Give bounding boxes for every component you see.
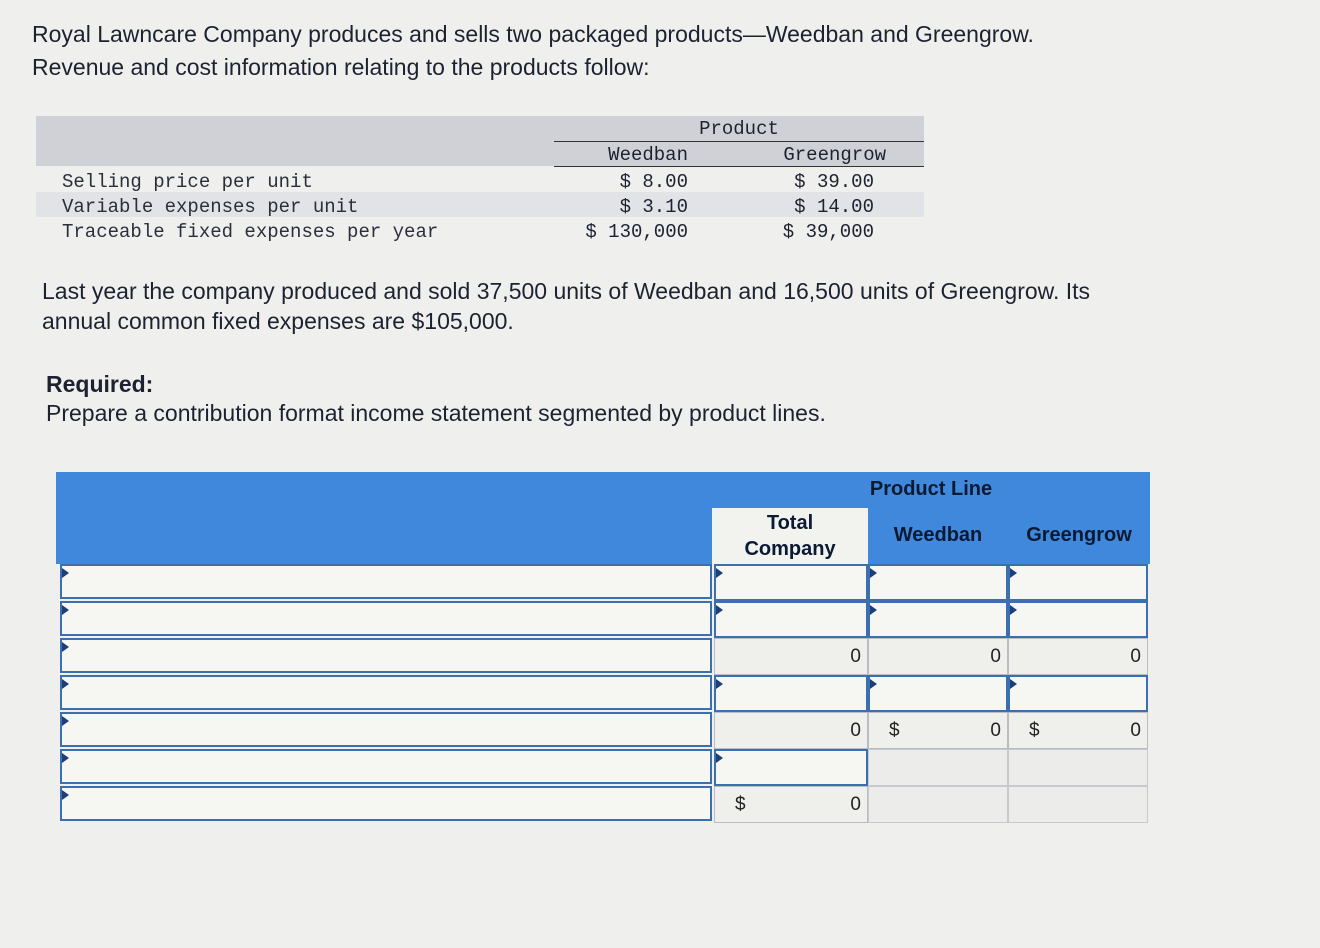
- greengrow-empty-cell: [1008, 749, 1148, 786]
- scenario-line-1: Last year the company produced and sold 37,500 units of Weedban and 16,500 units of Greengrow. Its: [42, 278, 1091, 304]
- statement-row: [56, 564, 1150, 601]
- total-input[interactable]: [714, 601, 868, 638]
- dropdown-marker-icon: [62, 790, 69, 800]
- statement-row: [56, 638, 1150, 675]
- weedban-value-text: 0: [990, 720, 1001, 741]
- weedban-input[interactable]: [868, 675, 1008, 712]
- total-value: [714, 638, 868, 675]
- statement-row: [56, 675, 1150, 712]
- total-input[interactable]: [714, 749, 868, 786]
- total-value: [714, 712, 868, 749]
- greengrow-input[interactable]: [1008, 601, 1148, 638]
- greengrow-input[interactable]: [1008, 564, 1148, 601]
- info-cell: $ 39.00: [794, 171, 874, 193]
- required-text: Prepare a contribution format income statement segmented by product lines.: [46, 400, 826, 426]
- dropdown-marker-icon: [1010, 605, 1017, 615]
- info-row-label: Selling price per unit: [62, 171, 313, 193]
- total-company-header: [712, 510, 868, 562]
- weedban-value: [868, 638, 1008, 675]
- dollar-sign: $: [735, 794, 746, 815]
- greengrow-header: Greengrow: [1026, 524, 1132, 546]
- info-row-label: Variable expenses per unit: [62, 196, 359, 218]
- weedban-input[interactable]: [868, 564, 1008, 601]
- dropdown-marker-icon: [62, 642, 69, 652]
- statement-row: [56, 601, 1150, 638]
- info-cell: $ 8.00: [619, 171, 688, 193]
- dropdown-marker-icon: [716, 568, 723, 578]
- row-label-dropdown[interactable]: [60, 712, 712, 747]
- weedban-value-text: 0: [990, 646, 1001, 667]
- total-input[interactable]: [714, 564, 868, 601]
- total-input[interactable]: [714, 675, 868, 712]
- row-label-dropdown[interactable]: [60, 675, 712, 710]
- total-value-text: 0: [850, 794, 861, 815]
- label-header-cell: [56, 472, 712, 564]
- dropdown-marker-icon: [62, 568, 69, 578]
- dropdown-marker-icon: [870, 679, 877, 689]
- weedban-header: Weedban: [893, 524, 983, 546]
- greengrow-value-text: 0: [1130, 720, 1141, 741]
- weedban-empty-cell: [868, 786, 1008, 823]
- statement-row: [56, 749, 1150, 786]
- info-cell: $ 3.10: [619, 196, 688, 218]
- product-line-header: Product Line: [869, 478, 993, 500]
- product-info-table: [36, 116, 924, 248]
- row-label-dropdown[interactable]: [60, 564, 712, 599]
- dropdown-marker-icon: [1010, 568, 1017, 578]
- total-header-line-2: Company: [744, 538, 836, 560]
- greengrow-value: [1008, 638, 1148, 675]
- intro-line-1: Royal Lawncare Company produces and sells two packaged products—Weedban and Greengrow.: [32, 21, 1034, 47]
- dropdown-marker-icon: [870, 568, 877, 578]
- total-value-text: 0: [850, 646, 861, 667]
- info-col-greengrow: Greengrow: [783, 144, 886, 166]
- greengrow-value-text: 0: [1130, 646, 1141, 667]
- required-title: Required:: [46, 371, 154, 397]
- intro-text: [32, 18, 1034, 84]
- info-row-label: Traceable fixed expenses per year: [62, 221, 439, 243]
- total-value-text: 0: [850, 720, 861, 741]
- row-label-dropdown[interactable]: [60, 601, 712, 636]
- info-cell: $ 130,000: [585, 221, 688, 243]
- info-cell: $ 39,000: [782, 221, 874, 243]
- dollar-sign: $: [1029, 720, 1040, 741]
- info-col-weedban: Weedban: [608, 144, 688, 166]
- statement-row: [56, 786, 1150, 823]
- dropdown-marker-icon: [62, 605, 69, 615]
- dropdown-marker-icon: [870, 605, 877, 615]
- dropdown-marker-icon: [62, 679, 69, 689]
- dropdown-marker-icon: [716, 605, 723, 615]
- greengrow-empty-cell: [1008, 786, 1148, 823]
- product-header: Product: [699, 118, 779, 140]
- scenario-line-2: annual common fixed expenses are $105,000.: [42, 308, 514, 334]
- greengrow-input[interactable]: [1008, 675, 1148, 712]
- info-cell: $ 14.00: [794, 196, 874, 218]
- dollar-sign: $: [889, 720, 900, 741]
- total-value: [714, 786, 868, 823]
- weedban-input[interactable]: [868, 601, 1008, 638]
- scenario-paragraph: [42, 276, 1090, 336]
- dropdown-marker-icon: [716, 753, 723, 763]
- income-statement-grid: [56, 472, 1150, 828]
- weedban-empty-cell: [868, 749, 1008, 786]
- row-label-dropdown[interactable]: [60, 749, 712, 784]
- intro-line-2: Revenue and cost information relating to the products follow:: [32, 54, 650, 80]
- row-label-dropdown[interactable]: [60, 786, 712, 821]
- dropdown-marker-icon: [62, 716, 69, 726]
- weedban-value: [868, 712, 1008, 749]
- dropdown-marker-icon: [1010, 679, 1017, 689]
- dropdown-marker-icon: [62, 753, 69, 763]
- required-section: [46, 370, 826, 428]
- total-header-line-1: Total: [766, 512, 814, 534]
- dropdown-marker-icon: [716, 679, 723, 689]
- row-label-dropdown[interactable]: [60, 638, 712, 673]
- greengrow-value: [1008, 712, 1148, 749]
- statement-row: [56, 712, 1150, 749]
